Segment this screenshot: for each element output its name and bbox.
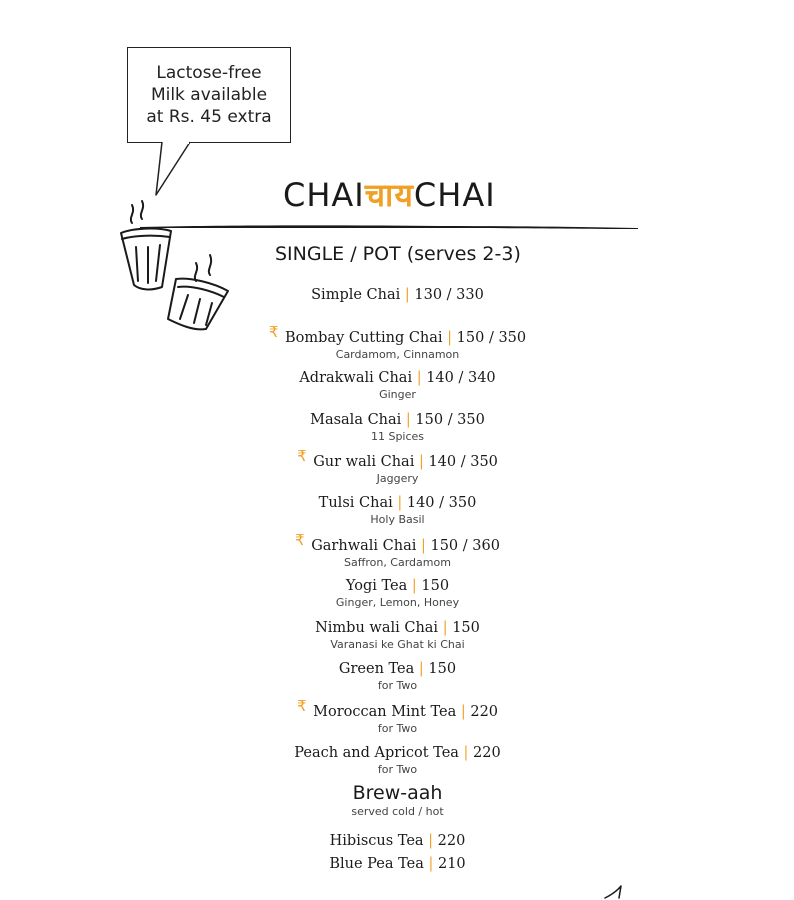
item-price: 150 — [428, 661, 457, 678]
bubble-line-1: Lactose-free — [156, 63, 262, 83]
item-price: 220 — [470, 703, 499, 720]
menu-item — [200, 530, 595, 577]
item-description: Jaggery — [376, 472, 419, 486]
item-price: 150 / 350 — [415, 411, 485, 428]
title-right: CHAI — [413, 176, 496, 214]
item-name: Gur wali Chai — [313, 454, 415, 471]
item-price: 140 / 350 — [428, 454, 498, 471]
item-name: Green Tea — [338, 661, 415, 678]
item-description: Ginger — [379, 388, 416, 402]
item-price: 140 / 350 — [406, 494, 477, 511]
title-divider — [140, 222, 640, 232]
menu-item — [200, 743, 595, 785]
item-description: Varanasi ke Ghat ki Chai — [330, 637, 465, 651]
item-name: Hibiscus Tea — [329, 833, 424, 849]
separator: | — [463, 744, 469, 761]
separator: | — [418, 454, 424, 471]
item-price: 210 — [437, 856, 466, 872]
rupee-icon: ₹ — [268, 322, 279, 341]
lactose-free-bubble — [127, 47, 291, 143]
separator: | — [447, 329, 453, 346]
item-name: Nimbu wali Chai — [315, 619, 439, 636]
menu-item — [200, 322, 595, 369]
item-price: 150 / 350 — [456, 329, 527, 346]
section-subheading: SINGLE / POT (serves 2-3) — [275, 243, 521, 265]
menu-item — [200, 618, 595, 660]
separator: | — [405, 411, 411, 428]
item-price: 130 / 330 — [414, 287, 484, 303]
item-name: Garhwali Chai — [311, 537, 417, 554]
chai-menu-list — [200, 285, 595, 784]
separator: | — [442, 619, 448, 636]
separator: | — [416, 370, 422, 387]
bubble-line-3: at Rs. 45 extra — [146, 107, 272, 127]
menu-item — [200, 368, 595, 410]
separator: | — [411, 578, 417, 595]
title-left: CHAI — [283, 176, 365, 214]
item-name: Masala Chai — [310, 411, 402, 428]
item-name: Peach and Apricot Tea — [294, 744, 459, 761]
menu-item — [200, 830, 595, 853]
item-price: 150 — [452, 619, 480, 636]
corner-doodle-icon — [603, 885, 625, 900]
menu-title — [283, 173, 496, 216]
menu-item — [200, 576, 595, 618]
title-hindi: चाय — [364, 176, 414, 214]
item-name: Moroccan Mint Tea — [313, 703, 457, 720]
item-name: Adrakwali Chai — [299, 370, 413, 387]
menu-item — [200, 853, 595, 876]
item-description: for Two — [377, 762, 418, 776]
menu-item — [200, 285, 595, 327]
separator: | — [420, 537, 426, 554]
item-description: for Two — [377, 679, 418, 693]
brew-aah-subtitle: served cold / hot — [351, 805, 444, 818]
item-price: 220 — [437, 833, 466, 849]
separator: | — [404, 287, 410, 303]
item-name: Bombay Cutting Chai — [285, 329, 443, 346]
rupee-icon: ₹ — [297, 447, 307, 466]
bubble-line-2: Milk available — [150, 85, 268, 105]
separator: | — [460, 703, 466, 720]
separator: | — [428, 833, 434, 849]
rupee-icon: ₹ — [295, 530, 305, 549]
menu-item — [200, 410, 595, 452]
item-description: 11 Spices — [370, 429, 425, 443]
item-description: Saffron, Cardamom — [344, 555, 451, 569]
separator: | — [418, 661, 424, 678]
rupee-icon: ₹ — [296, 696, 307, 715]
item-price: 140 / 340 — [426, 370, 496, 387]
item-price: 150 — [421, 578, 450, 595]
menu-item — [200, 447, 595, 493]
item-description: Ginger, Lemon, Honey — [335, 596, 460, 610]
separator: | — [397, 494, 403, 511]
item-description: for Two — [377, 721, 418, 735]
menu-item — [200, 493, 595, 535]
menu-item — [200, 659, 595, 701]
brew-aah-section — [200, 781, 595, 876]
item-name: Simple Chai — [311, 287, 401, 303]
item-description: Holy Basil — [370, 512, 425, 526]
item-description: Cardamom, Cinnamon — [335, 347, 460, 361]
item-price: 220 — [473, 744, 501, 761]
item-price: 150 / 360 — [430, 537, 500, 554]
item-name: Blue Pea Tea — [329, 856, 424, 872]
brew-aah-title: Brew-aah — [352, 782, 443, 804]
item-name: Yogi Tea — [345, 578, 408, 595]
separator: | — [428, 856, 434, 872]
menu-item — [200, 696, 595, 743]
speech-bubble-tail-icon — [150, 140, 200, 200]
item-name: Tulsi Chai — [318, 494, 393, 511]
